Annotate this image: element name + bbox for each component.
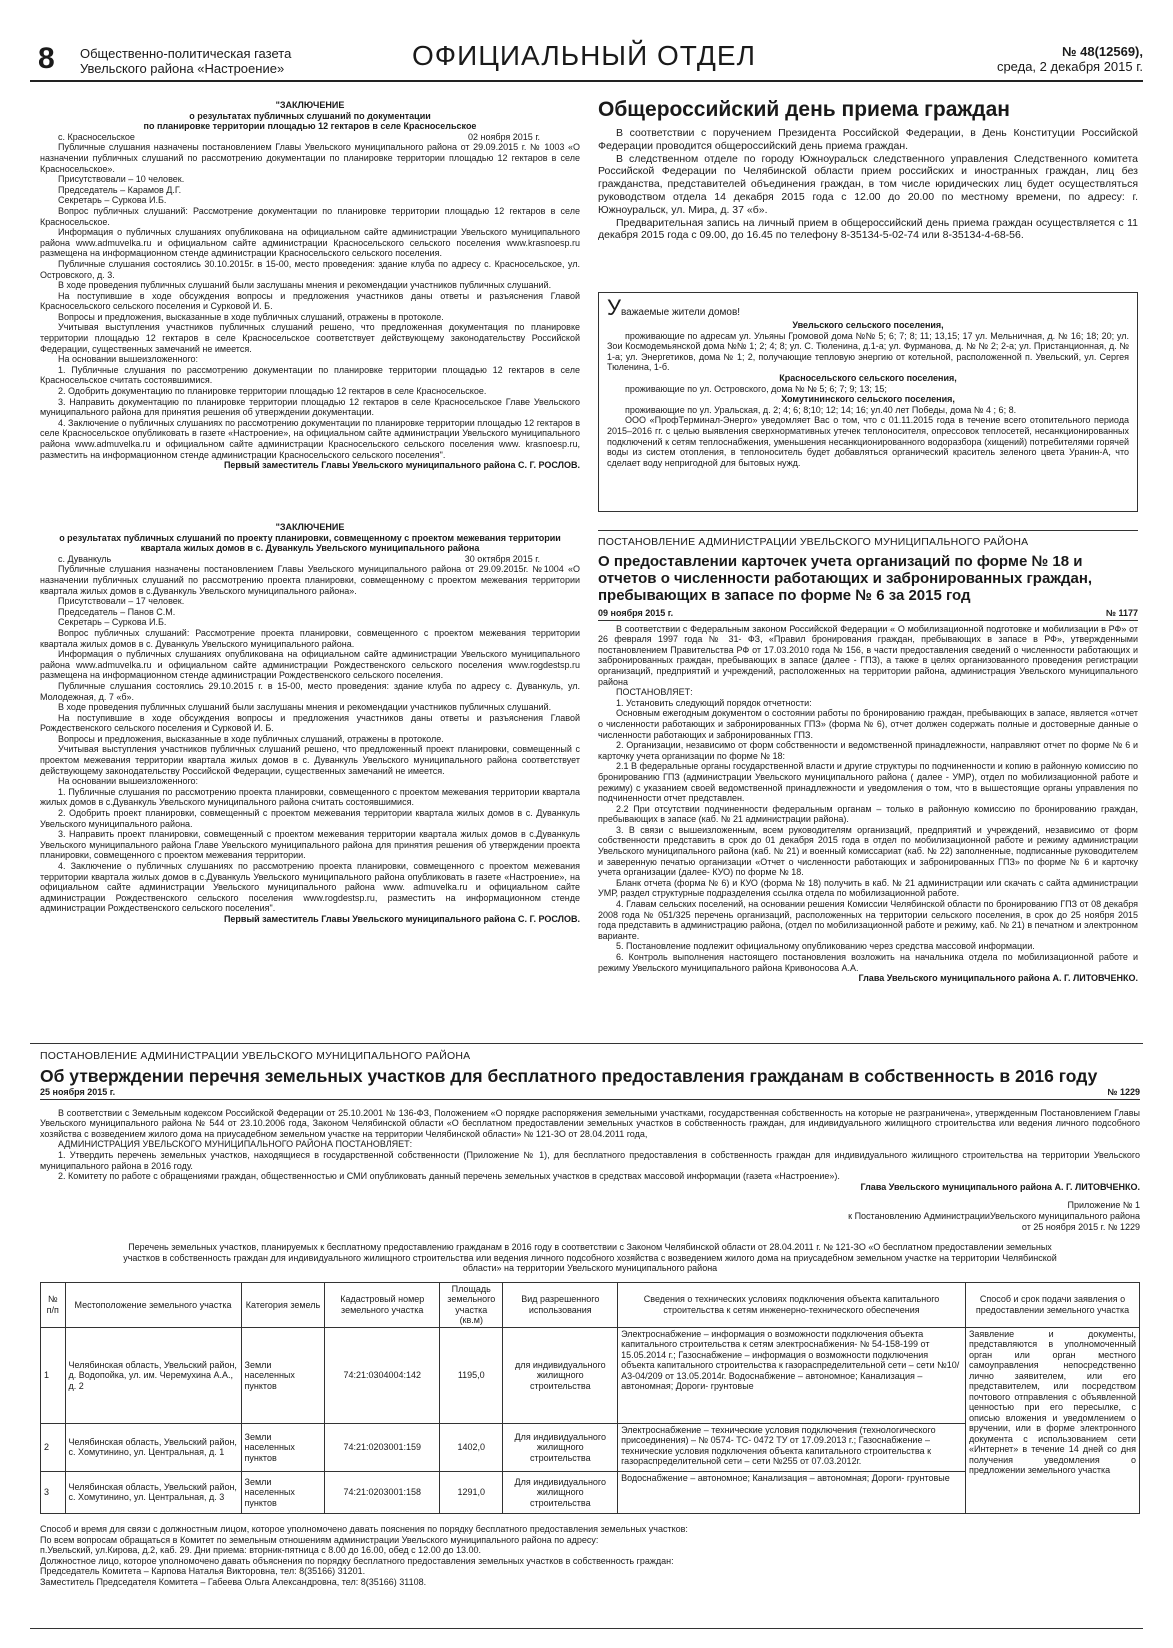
conclusion-1	[40, 100, 580, 471]
row-area: 1402,0	[440, 1423, 503, 1471]
reception-body	[598, 127, 1138, 242]
notice-sub-2: Красносельского сельского поселения,	[779, 372, 957, 383]
notice-greeting-line	[607, 295, 1129, 320]
paragraph: 3. Направить проект планировки, совмещенный с проектом межевания территории квартала жилых домов в с.Дуванкуль Увельского муниципального района Главе Увельского муниципального района для принятия решения об утверждении проекта планировки, совмещенного с проектом межевания территории.	[40, 829, 580, 861]
notice-p1: проживающие по адресам ул. Ульяны Громовой дома №№ 5; 6; 7; 8; 11; 13,15; 17 ул. Мельничная, д. № 16; 18; 20; ул. Зои Космодемьянской дома №№ 1; 2; 4; 8; ул. С. Тюленина, д.1-а; ул. Фурманова, д. № № 2; 2-а; ул. Пристанционная, д. № 1-а; ул. Энергетиков, дома № 1; 2, получающие тепловую энергию от котельной, расположенной п. Увельский, ул. Сергея Тюленина, 1-б.	[607, 330, 1129, 373]
land-list-title: Перечень земельных участков, планируемых к бесплатному предоставлению гражданам в 2016 году в соответствии с Законом Челябинской области от 28.04.2011 г. № 121-ЗО «О бесплатном предоставлении земельных участков в собственность граждан для индивидуального жилищного строительства или ведения личного подсобного хозяйства с возведением жилого дома на приусадебном земельном участке на территории Челябинской области» на территории Увельского муниципального района	[123, 1242, 1057, 1274]
conclusion-1-title-line: по планировке территории площадью 12 гектаров в селе Красносельское	[143, 121, 477, 132]
contact-info	[40, 1524, 1140, 1588]
page-number: 8	[38, 42, 55, 75]
gazette-name	[80, 46, 291, 76]
conclusion-2-place: с. Дуванкуль	[58, 553, 112, 564]
paragraph: Основным ежегодным документом о состоянии работы по бронированию граждан, пребывающих в запасе, является «отчет о численности работающих и забронированных ГПЗ» (форма № 6), отчет должен содержать полные и достоверные данные о численности работающих и забронированных ГПЗ.	[598, 708, 1138, 740]
paragraph: Информация о публичных слушаниях опубликована на официальном сайте администрации Увельского муниципального района www.admuvelka.ru и официальном сайте администрации Рождественского сельского поселения www.rogdestsp.ru размещена на информационном стенде администрации Рождественского сельского поселения.	[40, 649, 580, 681]
gazette-line-1: Общественно-политическая газета	[80, 46, 292, 61]
conclusion-1-date: 02 ноября 2015 г.	[468, 131, 540, 142]
table-header-cell: Категория земель	[241, 1282, 325, 1327]
notice-p2: проживающие по ул. Островского, дома № № 5; 6; 7; 9; 13; 15;	[625, 383, 887, 394]
paragraph: 3. В связи с вышеизложенным, всем руководителям организаций, предприятий и учреждений, независимо от форм собственности представить в срок до 01 декабря 2015 года в отдел по мобилизационной работе и режиму администрации Увельского муниципального района (каб. № 21) и военный комиссариат (каб. № 22) заполненные, подписанные руководителем и заверенную печатью организации «Отчет о численности работающих и забронированных ГПЗ» по форме № 6 и карточку учета организации (далее- КУО) по форме № 18.	[598, 824, 1138, 878]
row-cadastral: 74:21:0203001:159	[325, 1423, 440, 1471]
paragraph: На поступившие в ходе обсуждения вопросы и предложения участников даны ответы и разъяснения Главой Красносельского сельского поселения и Сурковой И. Б.	[40, 290, 580, 312]
paragraph: 4. Заключение о публичных слушаниях по рассмотрению проекта планировки, совмещенного с проектом межевания территории квартала жилых домов в с.Дуванкуль Увельского муниципального района опубликовать в газете «Настроение», на официальном сайте администрации Увельского муниципального района www. admuvelka.ru и официальном сайте администрации Рождественского сельского поселения www.rogdestsp.ru, разместить на информационном стенде администрации Рождественского сельского поселения".	[40, 861, 580, 914]
row-category: Земли населенных пунктов	[241, 1423, 325, 1471]
conclusion-1-title-line: "ЗАКЛЮЧЕНИЕ	[275, 100, 345, 110]
paragraph: 5. Постановление подлежит официальному опубликованию через средства массовой информации.	[616, 941, 1035, 952]
row-category: Земли населенных пунктов	[241, 1327, 325, 1423]
conclusion-2-title-line: о результатах публичных слушаний по проекту планировки, совмещенному с проектом межевания территории квартала жилых домов в с. Дуванкуль Увельского муниципального района	[59, 532, 561, 554]
paragraph: 1. Утвердить перечень земельных участков, находящиеся в государственной собственности (Приложение № 1), для бесплатного предоставления в собственность граждан для индивидуального жилищного строительства на территории Увельского муниципального района в 2016 году.	[40, 1149, 1140, 1171]
decree-1229-number: № 1229	[1107, 1087, 1140, 1097]
paragraph: Вопрос публичных слушаний: Рассмотрение документации по планировке территории площадью 12 гектаров в селе Красносельское.	[40, 205, 580, 227]
paragraph: В соответствии с поручением Президента Российской Федерации, в День Конституции Российской Федерации проводится общероссийский день приема граждан.	[598, 127, 1138, 152]
paragraph: 1. Публичные слушания по рассмотрению документации по планировке территории площадью 12 гектаров в селе Красносельское считать состоявшимися.	[40, 364, 580, 386]
contact-line: По всем вопросам обращаться в Комитет по земельным отношениям администрации Увельского муниципального района по адресу:	[40, 1534, 599, 1545]
decree-1177-rule	[598, 530, 1138, 531]
contact-line: Должностное лицо, которое уполномочено давать объяснения по порядку бесплатного предоставления земельных участков в собственность граждан:	[40, 1555, 674, 1566]
row-cadastral: 74:21:0203001:158	[325, 1471, 440, 1513]
paragraph: В ходе проведения публичных слушаний были заслушаны мнения и рекомендации участников публичных слушаний.	[58, 280, 552, 291]
appendix-line: Приложение № 1	[1067, 1200, 1140, 1211]
decree-1177	[598, 536, 1138, 984]
row-method: Заявление и документы, представляются в уполномоченный орган или орган местного самоуправления непосредственно лично заявителем, или его представителем, или посредством почтового отправления с объявленной ценностью при его пересылке, с описью вложения и уведомлением о вручении, или в форме электронного документа с использованием сети «Интернет» в течение 14 дней со дня получения уведомления о предложении земельного участка	[965, 1327, 1139, 1513]
paragraph: 2.1 В федеральные органы государственной власти и другие структуры по подчиненности и копию в районную комиссию по бронированию ГПЗ (администрации Увельского муниципального района ( далее - УМР), отдел по мобилизационной работе и режиму) с указанием своей ведомственной принадлежности и уведомления о том, что в вышестоящие органы управления по подчиненности отчет представлен.	[598, 761, 1138, 804]
paragraph: 3. Направить документацию по планировке территории площадью 12 гектаров в селе Красносельское Главе Увельского муниципального района для принятия решения об утверждении документации.	[40, 396, 580, 418]
row-cadastral: 74:21:0304004:142	[325, 1327, 440, 1423]
decree-1177-title: О предоставлении карточек учета организаций по форме № 18 и отчетов о численности работающих и забронированных граждан, пребывающих в запасе по форме № 6 за 2015 год	[598, 553, 1093, 604]
row-number: 3	[41, 1471, 66, 1513]
paragraph: Учитывая выступления участников публичных слушаний решено, что предложенная документация по планировке территории площадью 12 гектаров в селе Красносельское соответствует действующему законодательству Российской Федерации, существенных замечаний не имеется.	[40, 322, 580, 354]
paragraph: Публичные слушания состоялись 29.10.2015 г. в 15-00, место проведения: здание клуба по адресу с. Дуванкуль, ул. Молодежная, д. 7 «б».	[40, 680, 580, 702]
row-number: 2	[41, 1423, 66, 1471]
paragraph: 6. Контроль выполнения настоящего постановления возложить на начальника отдела по мобилизационной работе и режиму Увельского муниципального района Кривоносова А.А.	[598, 952, 1138, 973]
row-location: Челябинская область, Увельский район, с. Хомутинино, ул. Центральная, д. 1	[65, 1423, 241, 1471]
conclusion-1-body	[40, 142, 580, 460]
row-area: 1195,0	[440, 1327, 503, 1423]
issue-number: № 48(12569),	[1062, 44, 1143, 59]
paragraph: Предварительная запись на личный прием в общероссийский день приема граждан осуществляется с 11 декабря 2015 года с 09.00, до 16.45 по телефону 8-35134-5-02-74 или 8-35134-4-68-56.	[598, 216, 1138, 242]
table-header-cell: Площадь земельного участка (кв.м)	[440, 1282, 503, 1327]
paragraph: Бланк отчета (форма № 6) и КУО (форма № 18) получить в каб. № 21 администрации или скачать с сайта администрации УМР, раздел структурные подразделения ссылка отдела по мобилизационной работе.	[598, 877, 1138, 899]
header-rule	[30, 80, 1143, 82]
appendix-note	[40, 1200, 1140, 1232]
conclusion-1-title	[40, 100, 580, 132]
table-header-cell: Вид разрешенного использования	[503, 1282, 618, 1327]
notice-sub-1: Увельского сельского поселения,	[792, 320, 944, 330]
table-header-cell: Способ и срок подачи заявления о предоставлении земельного участка	[965, 1282, 1139, 1327]
decree-1229-rule	[30, 1043, 1143, 1044]
issue-info	[997, 44, 1143, 74]
paragraph: Публичные слушания состоялись 30.10.2015г. в 15-00, место проведения: здание клуба по адресу с. Красносельское, ул. Островского, д. 3.	[40, 258, 580, 280]
paragraph: Председатель – Карамов Д.Г.	[58, 184, 182, 195]
row-category: Земли населенных пунктов	[241, 1471, 325, 1513]
notice-greeting: важаемые жители домов!	[620, 307, 741, 318]
conclusion-2-body	[40, 564, 580, 914]
paragraph: 2.2 При отсутствии подчиненности федеральным органам – только в районную комиссию по бронированию граждан, пребывающих в запасе (каб. № 21 администрации района).	[598, 803, 1138, 825]
row-tech: Водоснабжение – автономное; Канализация – автономная; Дороги- грунтовые	[618, 1471, 966, 1513]
row-tech: Электроснабжение – технические условия подключения (технологического присоединения) – № 0574- ТС- 0472 ТУ от 17.09.2013 г.; Газоснабжение – технические условия подключения объекта капитального строительства к газораспределительной сети – сети №255 от 07.03.2012г.	[618, 1423, 966, 1471]
decree-1177-dateline	[598, 608, 1138, 621]
appendix-line: к Постановлению АдминистрацииУвельского муниципального района	[848, 1210, 1140, 1221]
contact-line: Заместитель Председателя Комитета – Габеева Ольга Александровна, тел: 8(35166) 31108.	[40, 1576, 427, 1587]
row-location: Челябинская область, Увельский район, с. Хомутинино, ул. Центральная, д. 3	[65, 1471, 241, 1513]
conclusion-1-place: с. Красносельское	[58, 131, 135, 142]
decree-1229-kicker: ПОСТАНОВЛЕНИЕ АДМИНИСТРАЦИИ УВЕЛЬСКОГО МУНИЦИПАЛЬНОГО РАЙОНА	[40, 1050, 471, 1062]
paragraph: На основании вышеизложенного:	[58, 776, 199, 787]
paragraph: На основании вышеизложенного:	[58, 354, 199, 365]
paragraph: 2. Организации, независимо от форм собственности и ведомственной принадлежности, направляют отчет по форме № 6 и карточку учета организации по форме № 18:	[598, 740, 1138, 761]
conclusion-1-title-line: о результатах публичных слушаний по документации	[189, 110, 431, 121]
table-header-cell: Сведения о технических условиях подключения объекта капитального строительства к сетям инженерно-технического обеспечения	[618, 1282, 966, 1327]
paragraph: ПОСТАНОВЛЯЕТ:	[616, 687, 693, 698]
notice-p3: проживающие по ул. Уральская, д. 2; 4; 6; 8;10; 12; 14; 16; ул.40 лет Победы, дома № 4 ; 6; 8.	[625, 404, 1017, 415]
paragraph: В соответствии с Федеральным законом Российской Федерации « О мобилизационной подготовке и мобилизации в РФ» от 26 февраля 1997 года № 31- ФЗ, «Правил бронирования граждан, пребывающих в запасе в РФ», утвержденными постановлением Правительства РФ от 17.03.2010 года № 156, в части предоставления сведений о численности работающих и забронированных граждан, пребывающих в запасе (далее - ГПЗ), а также в целях организованного проведения регистрации организаций, предприятий и учреждений, расположенных на территории района, администрация Увельского муниципального района	[598, 623, 1138, 687]
notice-p4: ООО «ПрофТерминал-Энерго» уведомляет Вас о том, что с 01.11.2015 года в течение всего отопительного периода 2015–2016 гг. с целью выявления сверхнормативных утечек теплоносителя, опрессовок теплосетей, несанкционированных подключений к сетям теплоснабжения, уменьшения несанкционированного водоразбора (хищений) потребителями горячей воды из систем отопления, в теплоноситель будет добавляться органический краситель зеленого цвета Уранин-А, что сделает воду непригодной для бытовых нужд.	[607, 415, 1129, 468]
paragraph: 2. Одобрить проект планировки, совмещенный с проектом межевания территории квартала жилых домов в с. Дуванкуль Увельского муниципального района.	[40, 808, 580, 829]
contact-line: п.Увельский, ул.Кирова, д.2, каб. 29. Дни приема: вторник-пятница с 8.00 до 16.00, обед с 12.00 до 13.00.	[40, 1545, 481, 1556]
paragraph: АДМИНИСТРАЦИЯ УВЕЛЬСКОГО МУНИЦИПАЛЬНОГО РАЙОНА ПОСТАНОВЛЯЕТ:	[58, 1139, 413, 1150]
paragraph: Председатель – Панов С.М.	[58, 606, 176, 617]
paragraph: Секретарь – Суркова И.Б.	[58, 195, 167, 206]
table-header-cell: № п/п	[41, 1282, 66, 1327]
decree-1229-dateline	[40, 1087, 1140, 1100]
conclusion-2	[40, 522, 580, 925]
conclusion-2-signature: Первый заместитель Главы Увельского муниципального района С. Г. РОСЛОВ.	[223, 913, 580, 924]
paragraph: Публичные слушания назначены постановлением Главы Увельского муниципального района от 29.09.2015г. №1004 «О назначении публичных слушаний по рассмотрению проекта планировки, совмещенному с проектом межевания территории квартала жилых домов в с.Дуванкуль Увельского муниципального района».	[40, 564, 580, 596]
conclusion-2-placedate	[40, 554, 580, 565]
paragraph: Информация о публичных слушаниях опубликована на официальном сайте администрации Увельского муниципального района www.admuvelka.ru и официальном сайте администрации Красносельского сельского поселения www.krasnoesp.ru размещена на информационном стенде администрации Красносельского сельского поселения.	[40, 227, 580, 259]
decree-1177-number: № 1177	[1105, 608, 1138, 618]
notice-box	[598, 292, 1138, 512]
reception-article	[598, 98, 1138, 242]
decree-1177-date: 09 ноября 2015 г.	[598, 608, 674, 618]
row-use: для индивидуального жилищного строительства	[503, 1327, 618, 1423]
row-location: Челябинская область, Увельский район, д. Водопойка, ул. им. Черемухина А.А., д. 2	[65, 1327, 241, 1423]
appendix-line: от 25 ноября 2015 г. № 1229	[1021, 1221, 1140, 1232]
decree-1229-date: 25 ноября 2015 г.	[40, 1087, 116, 1097]
contact-line: Способ и время для связи с должностным лицом, которое уполномочено давать пояснения по порядку бесплатного предоставления земельных участков:	[40, 1523, 688, 1534]
paragraph: 4. Заключение о публичных слушаниях по рассмотрению документации по планировке территории площадью 12 гектаров в селе Красносельское опубликовать в газете «Настроение», на официальном сайте администрации Увельского муниципального района www.admuvelka.ru и официальном сайте администрации Красносельского сельского поселения www. krasnoesp.ru, разместить на информационном стенде администрации Красносельского сельского поселения".	[40, 417, 580, 460]
paragraph: На поступившие в ходе обсуждения вопросы и предложения участников даны ответы и разъяснения Главой Рождественского сельского поселения и Сурковой И. Б.	[40, 712, 580, 734]
notice-sub-3: Хомутининского сельского поселения,	[781, 394, 955, 405]
paragraph: Вопросы и предложения, высказанные в ходе публичных слушаний, отражены в протоколе.	[58, 733, 444, 744]
paragraph: 2. Одобрить документацию по планировке территории площадью 12 гектаров в селе Красносельское.	[58, 386, 487, 397]
paragraph: В соответствии с Земельным кодексом Российской Федерации от 25.10.2001 № 136-ФЗ, Положением «О порядке распоряжения земельными участками, государственная собственность на которые не разграничена», утвержденным Постановлением Главы Увельского муниципального района № 544 от 23.10.2006 года, Законом Челябинской области «О бесплатном предоставлении земельных участков в собственность граждан, для индивидуального жилищного строительства или ведения личного подсобного хозяйства с возведением жилого дома на приусадебном земельном участке на территории Челябинской области» № 121-3О от 28.04.2011 года,	[40, 1107, 1140, 1139]
contact-line: Председатель Комитета – Карпова Наталья Викторовна, тел: 8(35166) 31201.	[40, 1566, 366, 1577]
paragraph: Публичные слушания назначены постановлением Главы Увельского муниципального района от 29.09.2015 г. № 1003 «О назначении публичных слушаний по рассмотрению документации по планировке территории площадью 12 гектаров в селе Красносельское».	[40, 142, 580, 174]
decree-1229	[40, 1050, 1140, 1587]
paragraph: Вопрос публичных слушаний: Рассмотрение проекта планировки, совмещенного с проектом межевания территории квартала жилых домов в с. Дуванкуль Увельского муниципального района.	[40, 627, 580, 649]
row-number: 1	[41, 1327, 66, 1423]
decree-1177-signature: Глава Увельского муниципального района А. Г. ЛИТОВЧЕНКО.	[858, 973, 1138, 984]
conclusion-2-date: 30 октября 2015 г.	[464, 553, 540, 564]
decree-1229-signature: Глава Увельского муниципального района А. Г. ЛИТОВЧЕНКО.	[860, 1181, 1140, 1192]
footer-rule	[30, 1628, 1143, 1629]
table-header-cell: Кадастровый номер земельного участка	[325, 1282, 440, 1327]
paragraph: 1. Установить следующий порядок отчетности:	[616, 697, 812, 708]
land-table	[40, 1282, 1140, 1514]
paragraph: 1. Публичные слушания по рассмотрению проекта планировки, совмещенного с проектом межевания территории квартала жилых домов в с.Дуванкуль Увельского муниципального района считать состоявшимися.	[40, 786, 580, 808]
paragraph: 2. Комитету по работе с обращениями граждан, общественностью и СМИ опубликовать данный перечень земельных участков в средствах массовой информации (газета «Настроение»).	[58, 1171, 840, 1182]
paragraph: В следственном отделе по городу Южноуральск следственного управления Следственного комитета Российской Федерации по Челябинской области прием российских и иностранных граждан, лиц без гражданства, представителей объединения граждан, в том числе юридических лиц будет осуществляться руководством отдела 14 декабря 2015 года с 12.00 до 20.00 по местному времени, по адресу: г. Южноуральск, ул. Мира, д. 37 «б».	[598, 152, 1138, 216]
table-header-cell: Местоположение земельного участка	[65, 1282, 241, 1327]
paragraph: Присутствовали – 17 человек.	[58, 596, 185, 607]
paragraph: Учитывая выступления участников публичных слушаний решено, что предложенный проект планировки, совмещенный с проектом межевания территории квартала жилых домов в с. Дуванкуль Увельского муниципального района соответствует действующему законодательству Российской Федерации, существенных замечаний не имеется.	[40, 744, 580, 776]
row-use: Для индивидуального жилищного строительства	[503, 1423, 618, 1471]
issue-date: среда, 2 декабря 2015 г.	[996, 59, 1143, 74]
paragraph: 4. Главам сельских поселений, на основании решения Комиссии Челябинской области по бронированию ГПЗ от 08 декабря 2008 года № 051/325 перечень организаций, расположенных на территории сельского поселения, в срок до 25 ноября 2015 года представить в администрацию района, (отдел по мобилизационной работе и режиму, каб. № 21) в печатном и электронном варианте.	[598, 899, 1138, 941]
conclusion-2-title-line: "ЗАКЛЮЧЕНИЕ	[275, 522, 345, 532]
paragraph: В ходе проведения публичных слушаний были заслушаны мнения и рекомендации участников публичных слушаний.	[58, 702, 552, 713]
row-area: 1291,0	[440, 1471, 503, 1513]
gazette-line-2: Увельского района «Настроение»	[80, 61, 285, 76]
row-tech: Электроснабжение – информация о возможности подключения объекта капитального строительства к сетям электроснабжения- № 54-158-199 от 15.05.2014 г.; Газоснабжение – информация о возможности подключения объекта капитального строительства к газораспределительной сети – сети №10/А3-04/209 от 13.05.2014г. Водоснабжение – автономное; Канализация – автономная; Дороги- грунтовые	[618, 1327, 966, 1423]
decree-1229-title: Об утверждении перечня земельных участков для бесплатного предоставления гражданам в собственность в 2016 году	[40, 1066, 1098, 1086]
reception-title: Общероссийский день приема граждан	[598, 98, 1010, 121]
decree-1229-body	[40, 1108, 1140, 1182]
conclusion-1-signature: Первый заместитель Главы Увельского муниципального района С. Г. РОСЛОВ.	[223, 460, 580, 471]
decree-1177-body	[598, 624, 1138, 974]
conclusion-2-title	[40, 522, 580, 554]
paragraph: Присутствовали – 10 человек.	[58, 174, 185, 185]
notice-dropcap: У	[607, 295, 621, 320]
paragraph: Секретарь – Суркова И.Б.	[58, 617, 167, 628]
decree-1177-kicker: ПОСТАНОВЛЕНИЕ АДМИНИСТРАЦИИ УВЕЛЬСКОГО МУНИЦИПАЛЬНОГО РАЙОНА	[598, 536, 1029, 548]
table-header-row	[41, 1282, 1140, 1327]
section-title: ОФИЦИАЛЬНЫЙ ОТДЕЛ	[412, 40, 756, 71]
table-row	[41, 1327, 1140, 1423]
row-use: Для индивидуального жилищного строительства	[503, 1471, 618, 1513]
paragraph: Вопросы и предложения, высказанные в ходе публичных слушаний, отражены в протоколе.	[58, 311, 444, 322]
conclusion-1-placedate	[40, 132, 580, 143]
